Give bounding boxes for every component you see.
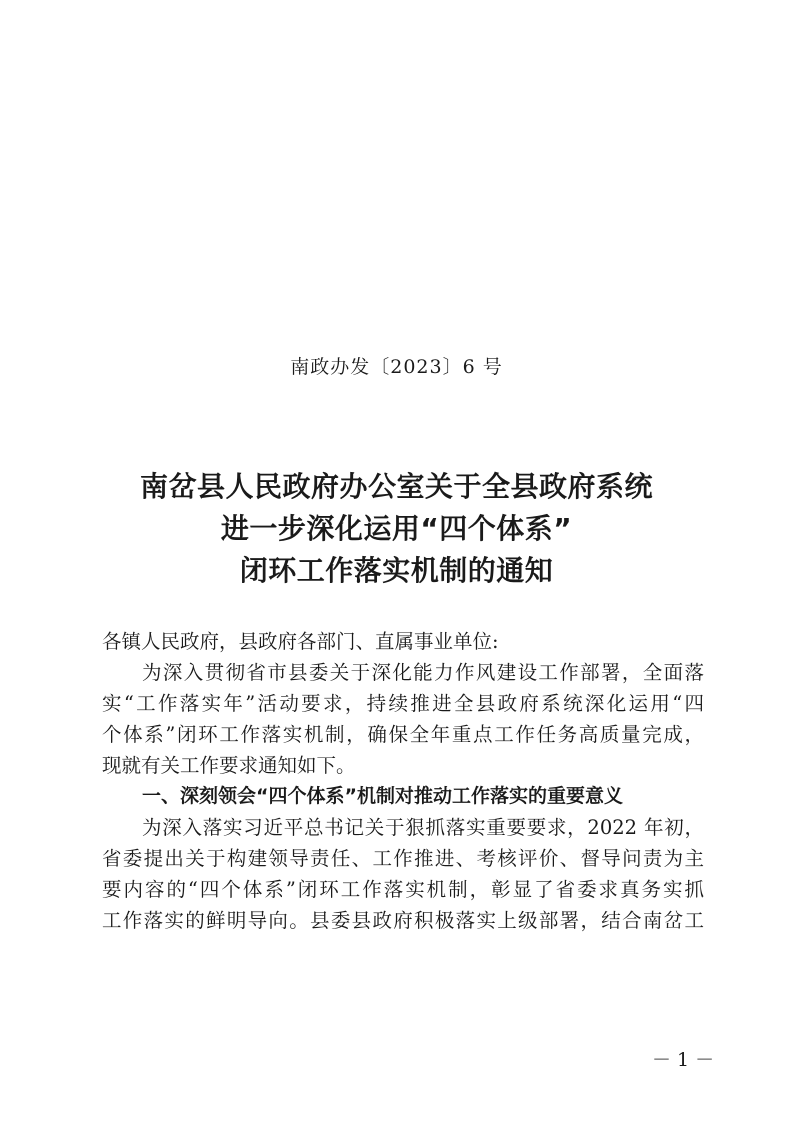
title-line: 进一步深化运用“四个体系” bbox=[220, 512, 573, 545]
addressee: 各镇人民政府，县政府各部门、直属事业单位: bbox=[102, 630, 499, 653]
paragraph-2 bbox=[102, 812, 704, 936]
paragraph-line: 实“工作落实年”活动要求，持续推进全县政府系统深化运用“四 bbox=[102, 692, 704, 715]
paragraph-line: 为深入落实习近平总书记关于狠抓落实重要要求，2022 年初， bbox=[142, 816, 704, 839]
paragraph-line: 现就有关工作要求通知如下。 bbox=[102, 754, 356, 777]
paragraph-line: 省委提出关于构建领导责任、工作推进、考核评价、督导问责为主 bbox=[102, 847, 704, 870]
document-number: 南政办发〔2023〕6 号 bbox=[290, 356, 503, 378]
paragraph-line: 个体系”闭环工作落实机制，确保全年重点工作任务高质量完成， bbox=[102, 723, 704, 746]
paragraph-line: 为深入贯彻省市县委关于深化能力作风建设工作部署，全面落 bbox=[142, 661, 704, 684]
page-number: － 1 － bbox=[652, 1049, 715, 1071]
paragraph-1 bbox=[102, 657, 704, 781]
document-body bbox=[102, 626, 704, 936]
title-line: 闭环工作落实机制的通知 bbox=[239, 554, 554, 587]
document-title bbox=[0, 466, 793, 592]
paragraph-line: 要内容的“四个体系”闭环工作落实机制，彰显了省委求真务实抓 bbox=[102, 878, 704, 901]
title-line: 南岔县人民政府办公室关于全县政府系统 bbox=[139, 470, 653, 503]
section-heading: 一、深刻领会“四个体系”机制对推动工作落实的重要意义 bbox=[142, 785, 623, 807]
paragraph-line: 工作落实的鲜明导向。县委县政府积极落实上级部署，结合南岔工 bbox=[102, 909, 704, 932]
